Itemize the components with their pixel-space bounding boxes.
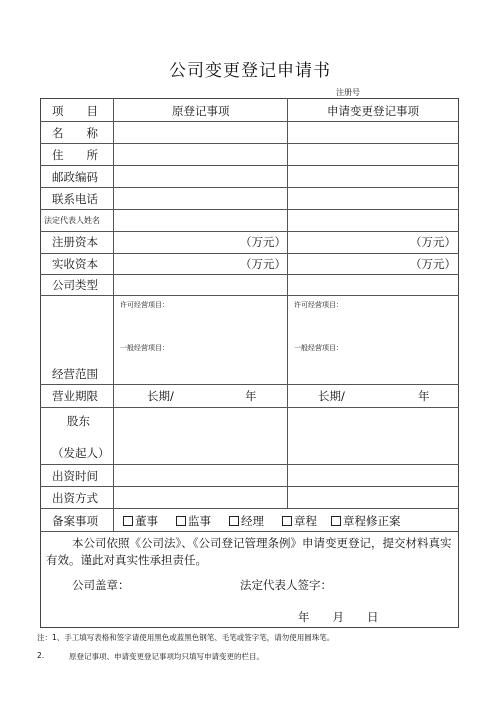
declaration-line2: 有效。谨此对真实性承担责任。	[46, 553, 207, 567]
row-divider	[40, 384, 459, 385]
column-divider	[287, 98, 288, 508]
row-divider	[40, 143, 459, 144]
term-long-original: 长期/	[147, 389, 174, 403]
row-divider	[40, 407, 459, 408]
scope-licensed-original: 许可经营项目：	[120, 301, 169, 309]
filing-option-articles-amendment[interactable]: 章程修正案	[331, 514, 401, 528]
row-divider	[40, 464, 459, 465]
reg-capital-unit-change: （万元）	[410, 235, 456, 249]
row-label-legal-rep: 法定代表人姓名	[44, 216, 100, 225]
paid-capital-unit-change: （万元）	[410, 257, 456, 271]
row-label-contribution-time: 出资时间	[52, 469, 98, 483]
row-divider	[40, 295, 459, 296]
row-label-address: 住 所	[52, 148, 98, 162]
declaration-date: 年 月 日	[298, 610, 379, 624]
checkbox[interactable]	[176, 516, 186, 526]
row-label-contribution-method: 出资方式	[52, 491, 98, 505]
note-2-text: 原登记事项、申请变更登记事项均只填写申请变更的栏目。	[69, 652, 264, 661]
header-change: 申请变更登记事项	[327, 104, 419, 118]
legal-rep-signature-label: 法定代表人签字：	[240, 578, 332, 592]
row-label-reg-capital: 注册资本	[52, 235, 98, 249]
scope-general-change: 一般经营项目：	[294, 344, 343, 352]
reg-capital-unit-original: （万元）	[240, 235, 286, 249]
column-divider	[113, 98, 114, 531]
scope-licensed-change: 许可经营项目：	[294, 301, 343, 309]
term-year-original: 年	[245, 389, 257, 403]
row-label-phone: 联系电话	[52, 192, 98, 206]
row-divider	[40, 253, 459, 254]
row-label-name: 名 称	[52, 126, 98, 140]
row-label-shareholder: 股东	[67, 414, 90, 428]
row-divider	[40, 165, 459, 166]
row-divider	[40, 231, 459, 232]
registration-number-label: 注册号	[336, 88, 360, 97]
row-divider	[40, 187, 459, 188]
row-divider	[40, 508, 459, 509]
header-original: 原登记事项	[172, 104, 230, 118]
row-label-term: 营业期限	[52, 389, 98, 403]
checkbox[interactable]	[229, 516, 239, 526]
note-1: 注：1、手工填写表格和签字请使用黑色或蓝黑色钢笔、毛笔或签字笔，请勿使用圆珠笔。	[37, 633, 335, 642]
term-long-change: 长期/	[318, 389, 345, 403]
filing-option-articles[interactable]: 章程	[282, 514, 317, 528]
form-title: 公司变更登记申请书	[169, 61, 331, 81]
row-label-scope: 经营范围	[52, 367, 98, 381]
row-divider	[40, 209, 459, 210]
filing-option-supervisors[interactable]: 监事	[176, 514, 211, 528]
note-2-number: 2.	[37, 651, 45, 660]
row-label-paid-capital: 实收资本	[52, 257, 98, 271]
term-year-change: 年	[418, 389, 430, 403]
filing-option-directors[interactable]: 董事	[123, 514, 158, 528]
row-divider	[40, 121, 459, 122]
row-divider	[40, 486, 459, 487]
company-seal-label: 公司盖章：	[72, 578, 130, 592]
row-label-postcode: 邮政编码	[52, 170, 98, 184]
filing-option-manager[interactable]: 经理	[229, 514, 264, 528]
scope-general-original: 一般经营项目：	[120, 344, 169, 352]
row-divider	[40, 274, 459, 275]
checkbox[interactable]	[123, 516, 133, 526]
checkbox[interactable]	[331, 516, 341, 526]
checkbox[interactable]	[282, 516, 292, 526]
paid-capital-unit-original: （万元）	[240, 257, 286, 271]
row-divider	[40, 531, 459, 532]
declaration-line1: 本公司依照《公司法》、《公司登记管理条例》申请变更登记，提交材料真实	[72, 536, 452, 550]
row-label-company-type: 公司类型	[52, 278, 98, 292]
row-label-filing: 备案事项	[52, 514, 98, 528]
row-label-founder: （发起人）	[52, 446, 110, 460]
header-item: 项 目	[52, 104, 98, 118]
